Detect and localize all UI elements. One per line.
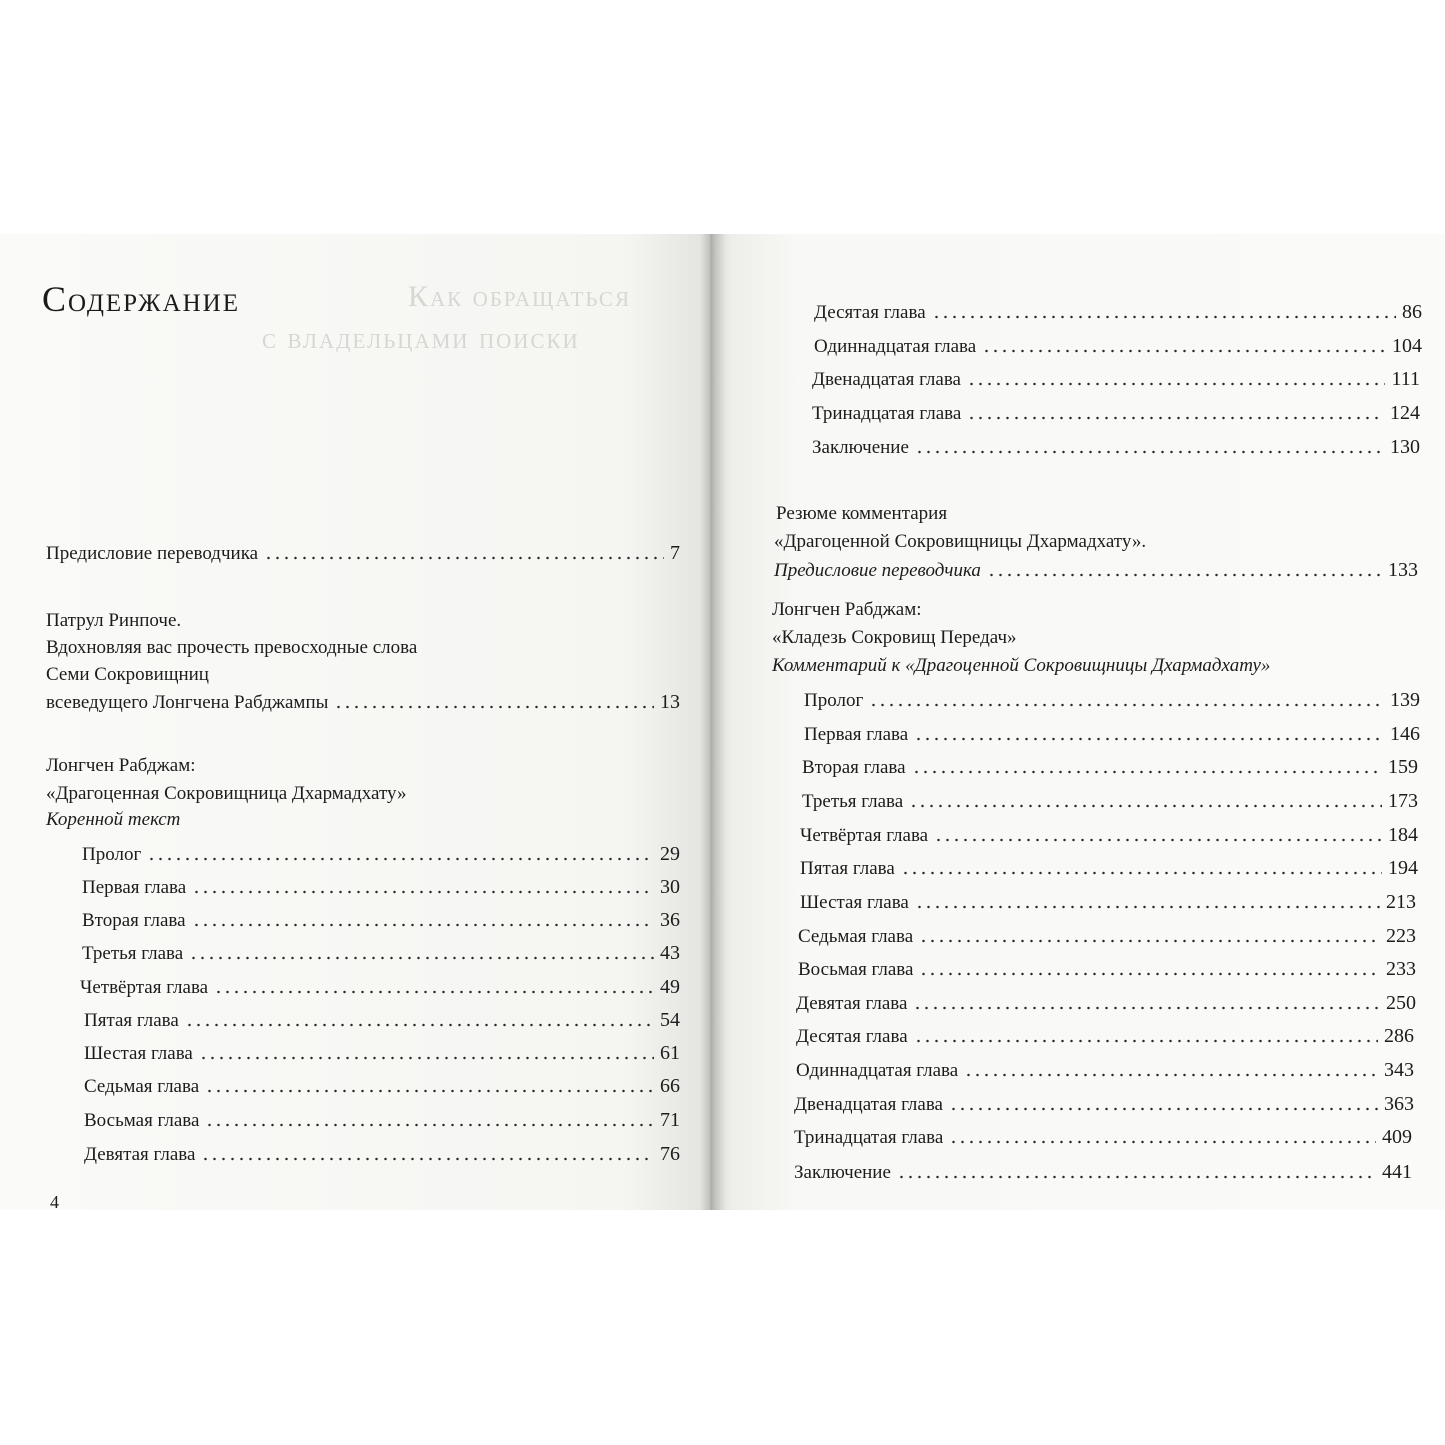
toc-entry-label: Девятая глава <box>796 993 908 1014</box>
toc-entry-page: 54 <box>660 1009 680 1031</box>
leader-dots <box>214 990 654 994</box>
toc-entry-page: 213 <box>1386 891 1416 913</box>
toc-entry-label: Шестая глава <box>800 892 909 913</box>
toc-chapter-entry <box>794 1092 1414 1117</box>
toc-entry-label: Восьмая глава <box>798 959 914 980</box>
toc-entry-page: 130 <box>1390 436 1420 458</box>
section-subtitle: Коренной текст <box>46 809 181 830</box>
leader-dots <box>147 857 654 861</box>
toc-chapter-entry <box>804 722 1420 747</box>
toc-chapter-entry <box>798 957 1416 982</box>
toc-chapter-entry <box>798 924 1416 949</box>
leader-dots <box>901 871 1382 875</box>
toc-entry-page: 363 <box>1384 1093 1414 1115</box>
toc-entry-page: 441 <box>1382 1161 1412 1183</box>
leader-dots <box>919 939 1380 943</box>
section-title-line: Вдохновляя вас прочесть превосходные слова <box>46 637 418 658</box>
leader-dots <box>897 1175 1376 1179</box>
leader-dots <box>967 382 1385 386</box>
leader-dots <box>205 1089 654 1093</box>
toc-entry-label: Двенадцатая глава <box>794 1094 943 1115</box>
leader-dots <box>934 838 1382 842</box>
toc-entry-label: Десятая глава <box>814 302 926 323</box>
toc-entry-summary-preface <box>774 558 1418 583</box>
toc-entry-label: Седьмая глава <box>84 1076 200 1097</box>
toc-entry-label: Тринадцатая глава <box>794 1127 944 1148</box>
toc-entry-patrul <box>46 690 680 715</box>
toc-chapter-entry <box>802 789 1418 814</box>
toc-chapter-entry <box>814 334 1422 359</box>
leader-dots <box>201 1157 654 1161</box>
toc-chapter-entry <box>82 842 680 867</box>
toc-entry-label: Заключение <box>812 437 909 458</box>
toc-chapter-entry <box>800 856 1418 881</box>
toc-entry-label: Пятая глава <box>800 858 895 879</box>
toc-entry-label: Пролог <box>82 844 142 865</box>
toc-entry-page: 139 <box>1390 689 1420 711</box>
toc-entry-page: 76 <box>660 1143 680 1165</box>
toc-entry-label: Десятая глава <box>796 1026 908 1047</box>
toc-entry-label: Первая глава <box>82 877 187 898</box>
toc-chapter-entry <box>812 401 1420 426</box>
section-author-line: Лонгчен Рабджам: <box>772 599 922 620</box>
toc-entry-label: Одиннадцатая глава <box>814 336 977 357</box>
toc-entry-page: 146 <box>1390 723 1420 745</box>
toc-entry-label: Первая глава <box>804 724 909 745</box>
leader-dots <box>914 1039 1378 1043</box>
toc-entry-label: Четвёртая глава <box>800 825 929 846</box>
toc-chapter-entry <box>800 890 1416 915</box>
leader-dots <box>869 703 1384 707</box>
toc-chapter-entry <box>82 908 680 933</box>
toc-entry-page: 184 <box>1388 824 1418 846</box>
toc-chapter-entry <box>796 1058 1414 1083</box>
toc-entry-label: Шестая глава <box>84 1043 193 1064</box>
leader-dots <box>919 972 1380 976</box>
bleed-through-text: с владельцами поиски <box>262 322 580 355</box>
toc-entry-page: 29 <box>660 843 680 865</box>
toc-entry-page: 66 <box>660 1075 680 1097</box>
leader-dots <box>192 923 654 927</box>
toc-entry-label: Двенадцатая глава <box>812 369 961 390</box>
toc-entry-page: 104 <box>1392 335 1422 357</box>
toc-chapter-entry <box>794 1160 1412 1185</box>
toc-entry-page: 194 <box>1388 857 1418 879</box>
toc-entry-page: 111 <box>1391 368 1420 390</box>
toc-entry-page: 36 <box>660 909 680 931</box>
leader-dots <box>912 770 1382 774</box>
leader-dots <box>189 956 654 960</box>
toc-chapter-entry <box>812 435 1420 460</box>
toc-entry-label: Четвёртая глава <box>80 977 209 998</box>
toc-chapter-entry <box>794 1125 1412 1150</box>
toc-entry-page: 133 <box>1388 559 1418 581</box>
toc-chapter-entry <box>796 991 1416 1016</box>
section-title-line: Резюме комментария <box>776 503 948 524</box>
leader-dots <box>915 450 1384 454</box>
toc-entry-page: 343 <box>1384 1059 1414 1081</box>
toc-entry-page: 409 <box>1382 1126 1412 1148</box>
toc-entry-label: Вторая глава <box>802 757 906 778</box>
toc-chapter-entry <box>84 1008 680 1033</box>
toc-entry-page: 43 <box>660 942 680 964</box>
leader-dots <box>205 1123 654 1127</box>
toc-entry-label: Предисловие переводчика <box>46 543 259 564</box>
toc-entry-page: 223 <box>1386 925 1416 947</box>
leader-dots <box>987 573 1382 577</box>
toc-entry-page: 286 <box>1384 1025 1414 1047</box>
leader-dots <box>932 315 1396 319</box>
toc-entry-page: 233 <box>1386 958 1416 980</box>
leader-dots <box>949 1140 1376 1144</box>
toc-entry-label: Третья глава <box>802 791 904 812</box>
section-title-line: «Кладезь Сокровищ Передач» <box>772 627 1017 648</box>
toc-chapter-entry <box>84 1108 680 1133</box>
left-page <box>0 234 710 1210</box>
leader-dots <box>914 737 1384 741</box>
toc-entry-label: Предисловие переводчика <box>774 560 981 581</box>
leader-dots <box>264 556 664 560</box>
toc-entry-page: 86 <box>1402 301 1422 323</box>
bleed-through-text: Как обращаться <box>408 280 631 313</box>
toc-chapter-entry <box>82 875 680 900</box>
toc-chapter-entry <box>812 367 1420 392</box>
toc-chapter-entry <box>84 1142 680 1167</box>
toc-entry-page: 250 <box>1386 992 1416 1014</box>
toc-chapter-entry <box>84 1041 680 1066</box>
section-author-line: Патрул Ринпоче. <box>46 610 182 631</box>
toc-entry-page: 49 <box>660 976 680 998</box>
toc-entry-label: Восьмая глава <box>84 1110 200 1131</box>
page-title: Содержание <box>42 279 241 319</box>
toc-chapter-entry <box>796 1024 1414 1049</box>
leader-dots <box>949 1107 1378 1111</box>
leader-dots <box>909 804 1382 808</box>
toc-entry-label: Тринадцатая глава <box>812 403 962 424</box>
section-title-line: «Драгоценная Сокровищница Дхармадхату» <box>46 783 407 804</box>
section-author-line: Лонгчен Рабджам: <box>46 755 196 776</box>
toc-chapter-entry <box>82 941 680 966</box>
toc-entry-label: Пятая глава <box>84 1010 179 1031</box>
book-gutter <box>700 234 726 1210</box>
section-title-line: «Драгоценной Сокровищницы Дхармадхату». <box>774 531 1147 552</box>
leader-dots <box>199 1056 654 1060</box>
toc-entry-page: 61 <box>660 1042 680 1064</box>
leader-dots <box>982 349 1386 353</box>
toc-entry-label: Пролог <box>804 690 864 711</box>
toc-entry-page: 7 <box>670 542 680 564</box>
toc-entry-page: 71 <box>660 1109 680 1131</box>
toc-chapter-entry <box>814 300 1422 325</box>
toc-chapter-entry <box>84 1074 680 1099</box>
toc-entry-page: 13 <box>660 691 680 713</box>
toc-entry-page: 30 <box>660 876 680 898</box>
toc-entry-label: Одиннадцатая глава <box>796 1060 959 1081</box>
section-title-line: Семи Сокровищниц <box>46 664 209 685</box>
toc-chapter-entry <box>804 688 1420 713</box>
page-number: 4 <box>50 1192 59 1210</box>
leader-dots <box>185 1023 654 1027</box>
leader-dots <box>915 905 1380 909</box>
leader-dots <box>192 890 654 894</box>
toc-entry-label: Вторая глава <box>82 910 186 931</box>
leader-dots <box>964 1073 1378 1077</box>
toc-entry-label: Третья глава <box>82 943 184 964</box>
toc-chapter-entry <box>80 975 680 1000</box>
toc-chapter-entry <box>802 755 1418 780</box>
leader-dots <box>334 705 654 709</box>
toc-entry-label: Седьмая глава <box>798 926 914 947</box>
section-subtitle: Комментарий к «Драгоценной Сокровищницы Дхармадхату» <box>772 655 1271 676</box>
toc-entry-page: 159 <box>1388 756 1418 778</box>
right-page <box>710 234 1445 1210</box>
toc-chapter-entry <box>800 823 1418 848</box>
toc-entry-page: 124 <box>1390 402 1420 424</box>
leader-dots <box>967 416 1384 420</box>
toc-entry-label: Девятая глава <box>84 1144 196 1165</box>
toc-entry-translator-preface <box>46 541 680 566</box>
toc-entry-label: Заключение <box>794 1162 891 1183</box>
leader-dots <box>913 1006 1380 1010</box>
toc-entry-label: всеведущего Лонгчена Рабджампы <box>46 692 329 713</box>
toc-entry-page: 173 <box>1388 790 1418 812</box>
